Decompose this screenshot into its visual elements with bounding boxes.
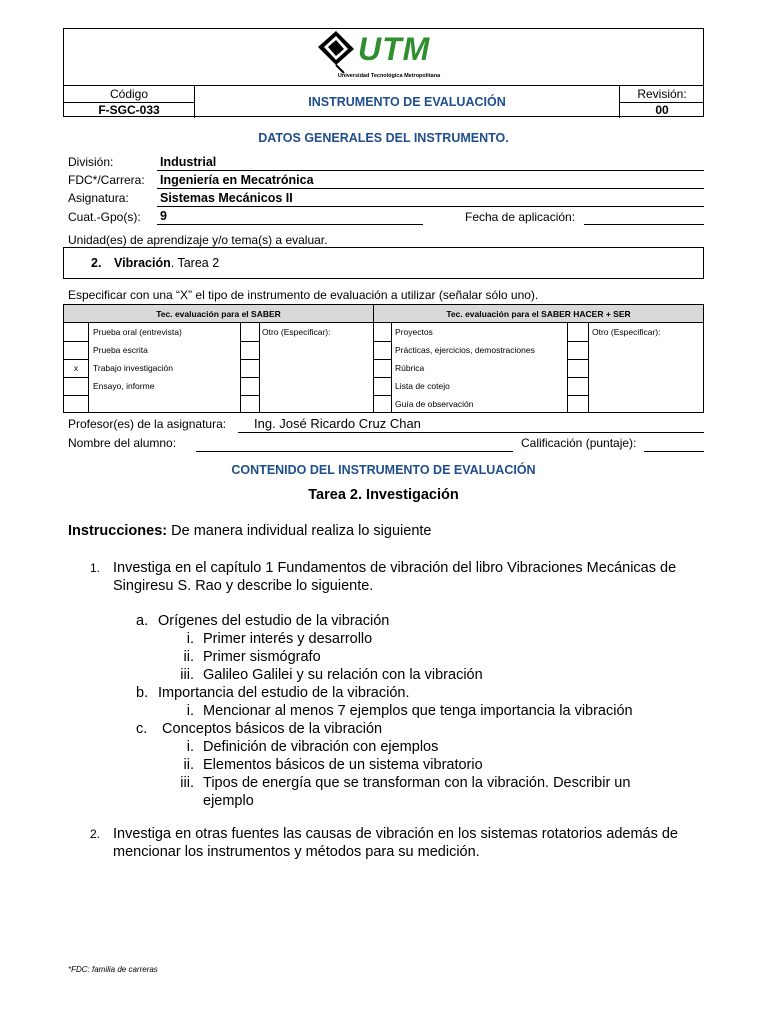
profesor-line xyxy=(238,432,704,433)
codigo-value: F-SGC-033 xyxy=(98,103,160,117)
option-ensayo: Ensayo, informe xyxy=(93,381,155,391)
option-proyectos: Proyectos xyxy=(395,327,433,337)
document-header xyxy=(63,28,704,117)
division-value: Industrial xyxy=(160,155,217,169)
revision-value: 00 xyxy=(655,103,669,117)
table-header-hacer: Tec. evaluación para el SABER HACER + SER xyxy=(373,305,703,323)
item1-number: 1. xyxy=(90,561,101,575)
asignatura-label: Asignatura: xyxy=(68,191,129,205)
evaluation-type-table xyxy=(63,304,704,413)
table-hline xyxy=(240,395,259,396)
unidad-topic-rest: . Tarea 2 xyxy=(170,256,220,270)
sub-b-text: Importancia del estudio de la vibración. xyxy=(158,685,410,701)
checkbox-prueba-oral[interactable] xyxy=(64,323,88,341)
sub-c-iii-mark: iii. xyxy=(180,775,194,791)
option-guia-observacion: Guía de observación xyxy=(395,399,474,409)
option-rubrica: Rúbrica xyxy=(395,363,425,373)
table-vline xyxy=(391,323,392,412)
table-hline xyxy=(567,377,588,378)
sub-a-iii-mark: iii. xyxy=(180,667,194,683)
checkbox-prueba-escrita[interactable] xyxy=(64,341,88,359)
unidad-topic xyxy=(114,256,219,270)
sub-a-iii-text: Galileo Galilei y su relación con la vibración xyxy=(203,667,483,683)
fdc-label: FDC*/Carrera: xyxy=(68,173,145,187)
instrucciones xyxy=(68,522,431,540)
table-vline xyxy=(567,323,568,412)
sub-a-i-text: Primer interés y desarrollo xyxy=(203,631,373,647)
sub-a-ii-text: Primer sismógrafo xyxy=(203,649,321,665)
cuat-value: 9 xyxy=(160,209,167,223)
sub-a-i-mark: i. xyxy=(186,631,194,647)
unidad-box xyxy=(63,247,704,279)
option-practicas: Prácticas, ejercicios, demostraciones xyxy=(395,345,535,355)
table-hline xyxy=(240,359,259,360)
table-vline xyxy=(240,323,241,412)
table-hline xyxy=(64,395,88,396)
profesor-label: Profesor(es) de la asignatura: xyxy=(68,417,227,431)
document-title: INSTRUMENTO DE EVALUACIÓN xyxy=(308,95,506,109)
checkbox-ensayo[interactable] xyxy=(64,377,88,395)
table-vline xyxy=(373,323,374,412)
sub-b-mark: b. xyxy=(136,685,149,701)
revision-label: Revisión: xyxy=(620,86,704,103)
cuat-label: Cuat.-Gpo(s): xyxy=(68,210,141,224)
option-prueba-oral: Prueba oral (entrevista) xyxy=(93,327,182,337)
sub-c-iii-text: Tipos de energía que se transforman con la vibración. Describir un ejemplo xyxy=(203,775,631,809)
table-hline xyxy=(373,359,391,360)
calificacion-label: Calificación (puntaje): xyxy=(521,436,637,450)
table-hline xyxy=(373,395,391,396)
logo-text: UTM xyxy=(358,31,431,67)
asignatura-line xyxy=(157,206,704,207)
unidad-number: 2. xyxy=(91,256,102,270)
sub-b-i-text: Mencionar al menos 7 ejemplos que tenga importancia la vibración xyxy=(203,703,633,719)
option-lista-cotejo: Lista de cotejo xyxy=(395,381,450,391)
instrucciones-label: Instrucciones: xyxy=(68,523,168,539)
alumno-label: Nombre del alumno: xyxy=(68,436,177,450)
cuat-line xyxy=(157,224,423,225)
fdc-value: Ingeniería en Mecatrónica xyxy=(160,173,314,187)
table-hline xyxy=(373,341,391,342)
table-vline xyxy=(588,323,589,412)
sub-c-i-text: Definición de vibración con ejemplos xyxy=(203,739,439,755)
unidad-topic-bold: Vibración xyxy=(114,256,171,270)
division-label: División: xyxy=(68,155,114,169)
unidad-label: Unidad(es) de aprendizaje y/o tema(s) a evaluar. xyxy=(68,233,328,247)
sub-c-ii-text: Elementos básicos de un sistema vibratorio xyxy=(203,757,483,773)
fdc-line xyxy=(157,188,704,189)
sub-b-i-mark: i. xyxy=(186,703,194,719)
table-hline xyxy=(567,395,588,396)
calificacion-line xyxy=(644,451,704,452)
fecha-line xyxy=(584,224,704,225)
instrucciones-text: De manera individual realiza lo siguiente xyxy=(167,523,432,539)
codigo-label: Código xyxy=(64,86,194,103)
division-line xyxy=(157,170,704,171)
university-name: Universidad Tecnológica Metropolitana xyxy=(337,73,441,79)
section-content-title: CONTENIDO DEL INSTRUMENTO DE EVALUACIÓN xyxy=(231,463,536,477)
fecha-label: Fecha de aplicación: xyxy=(465,210,576,224)
option-otro-hacer: Otro (Especificar): xyxy=(592,327,661,337)
option-prueba-escrita: Prueba escrita xyxy=(93,345,148,355)
sub-a-ii-mark: ii. xyxy=(183,649,194,665)
sub-c-ii-mark: ii. xyxy=(183,757,194,773)
asignatura-value: Sistemas Mecánicos II xyxy=(160,191,293,205)
checkbox-trabajo-investigacion[interactable]: x xyxy=(73,363,79,373)
sub-a-mark: a. xyxy=(136,613,149,629)
item1-text: Investiga en el capítulo 1 Fundamentos de vibración del libro Vibraciones Mecánicas de Singiresu S. Rao y describe lo siguiente. xyxy=(113,560,677,594)
section-general-data-title: DATOS GENERALES DEL INSTRUMENTO. xyxy=(258,131,509,145)
table-hline xyxy=(240,377,259,378)
sub-c-i-mark: i. xyxy=(186,739,194,755)
tarea-title: Tarea 2. Investigación xyxy=(308,487,459,503)
alumno-line xyxy=(196,451,513,452)
sub-c-mark: c. xyxy=(136,721,148,737)
table-hline xyxy=(567,359,588,360)
especificar-instruction: Especificar con una “X” el tipo de instrumento de evaluación a utilizar (señalar sólo uno). xyxy=(68,288,539,302)
sub-c-text: Conceptos básicos de la vibración xyxy=(158,721,383,737)
table-hline xyxy=(240,341,259,342)
footnote: *FDC: familia de carreras xyxy=(68,965,158,974)
option-trabajo-investigacion: Trabajo investigación xyxy=(93,363,174,373)
option-otro-saber: Otro (Especificar): xyxy=(262,327,331,337)
item2-number: 2. xyxy=(90,827,101,841)
profesor-value: Ing. José Ricardo Cruz Chan xyxy=(254,416,421,431)
utm-logo xyxy=(314,29,464,85)
item2-text: Investiga en otras fuentes las causas de vibración en los sistemas rotatorios además de mencionar los instrumentos y métodos para su medición. xyxy=(113,826,678,860)
table-vline xyxy=(259,323,260,412)
table-header-saber: Tec. evaluación para el SABER xyxy=(64,305,373,323)
sub-a-text: Orígenes del estudio de la vibración xyxy=(158,613,390,629)
table-hline xyxy=(567,341,588,342)
table-hline xyxy=(373,377,391,378)
table-vline xyxy=(88,323,89,412)
